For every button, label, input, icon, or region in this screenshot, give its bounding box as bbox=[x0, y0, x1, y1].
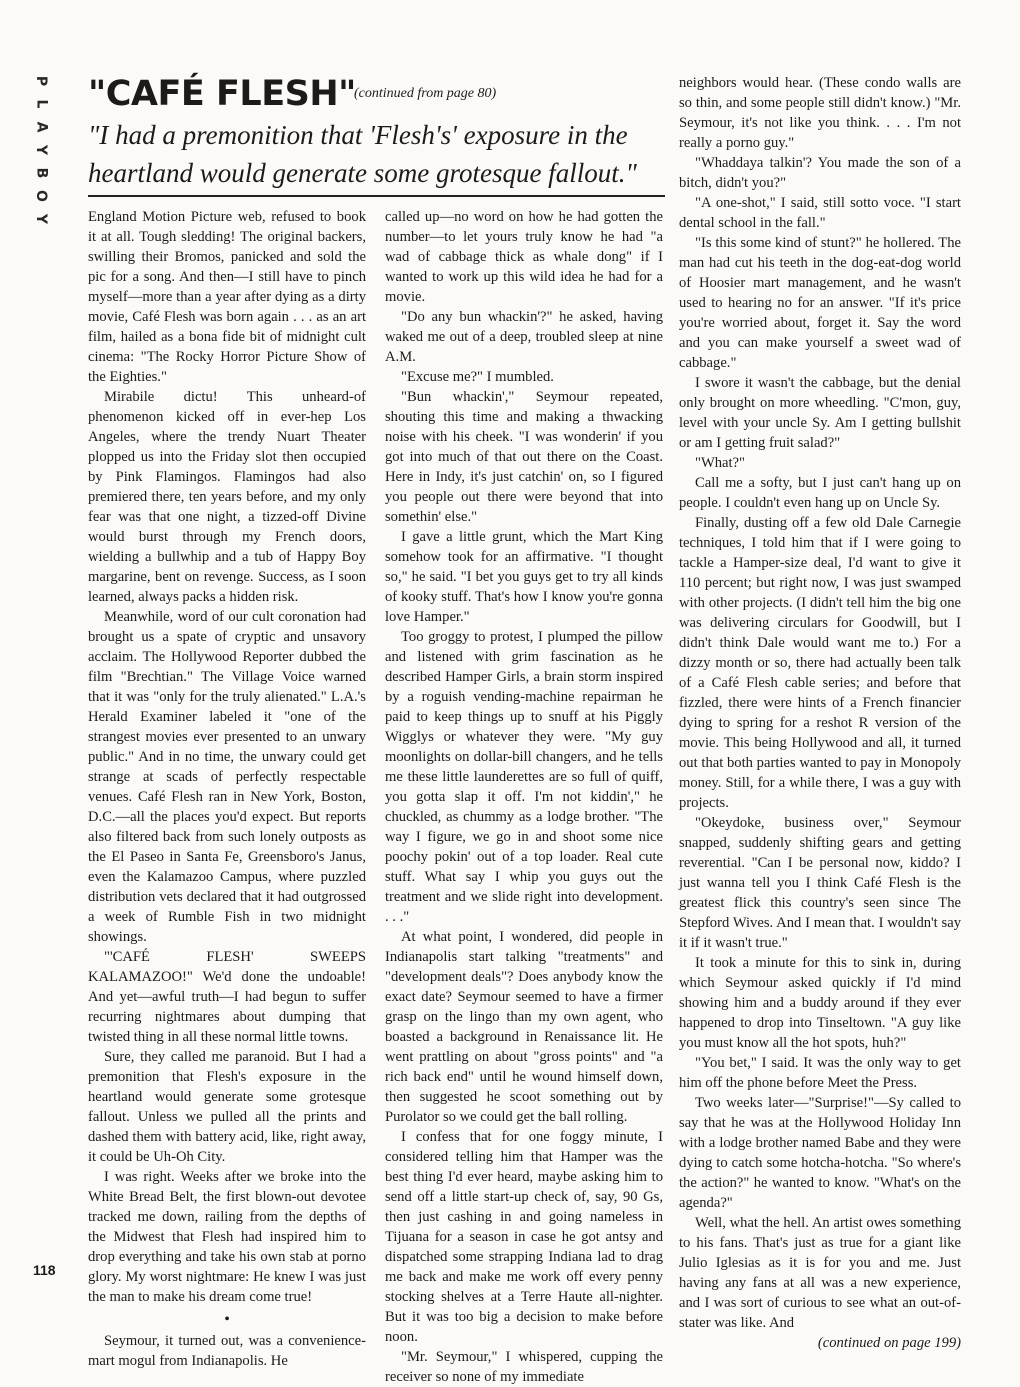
magazine-letter: A bbox=[33, 121, 49, 133]
paragraph: At what point, I wondered, did people in Indianapolis start talking "treatments" and "development deals"? Does anybody know the exact date? Seymour seemed to have a firmer grasp on the lingo than my own agent, who boasted a background in Renaissance lit. He went prattling on about "gross points" and "a rich back end" until he wound himself down, then suggested he scoot something out by Purolator so we could get the ball rolling. bbox=[385, 929, 663, 1125]
paragraph: I swore it wasn't the cabbage, but the denial only brought on more wheedling. "C'mon, guy, level with your uncle Sy. Am I getting bullshit or am I getting fruit salad?" bbox=[679, 375, 961, 451]
paragraph: "Is this some kind of stunt?" he hollered. The man had cut his teeth in the dog-eat-dog world of Hoosier mart management, and he wasn't used to hearing no for an answer. "If it's price you're worried about, forget it. Say the word and you can make yourself a sweet wad of cabbage." bbox=[679, 235, 961, 371]
paragraph: "What?" bbox=[695, 455, 745, 471]
paragraph: "You bet," I said. It was the only way to get him off the phone before Meet the Press. bbox=[679, 1055, 961, 1091]
paragraph: Sure, they called me paranoid. But I had a premonition that Flesh's exposure in the heartland would generate some grotesque fallout. Unless we pulled all the prints and dashed them with battery acid, like, right away, it could be Uh-Oh City. bbox=[88, 1049, 366, 1165]
paragraph: Seymour, it turned out, was a convenience-mart mogul from Indianapolis. He bbox=[88, 1333, 366, 1369]
text-column-1 bbox=[88, 207, 366, 1371]
text-column-3 bbox=[679, 73, 961, 1353]
continued-on-note: (continued on page 199) bbox=[817, 1335, 961, 1351]
paragraph: "Whaddaya talkin'? You made the son of a bitch, didn't you?" bbox=[679, 155, 961, 191]
paragraph: I confess that for one foggy minute, I considered telling him that Hamper was the best thing I'd ever heard, maybe asking him to send off a little start-up check of, say, 90 Gs, then just cashing in and going nameless in Tijuana for a season in case he got antsy and dispatched some strapping Indiana lad to drag me back and make me work off every penny stocking shelves at a Terre Haute all-nighter. But it was too big a decision to make before noon. bbox=[385, 1129, 663, 1345]
title-row bbox=[88, 74, 673, 118]
paragraph: Well, what the hell. An artist owes something to his fans. That's just as true for a giant like Julio Iglesias as it is for you and me. Just having any fans at all was a new experience, and I was sort of curious to see what an out-of-stater was like. And bbox=[679, 1215, 961, 1331]
article-title: "CAFÉ FLESH" bbox=[88, 74, 356, 114]
paragraph: Finally, dusting off a few old Dale Carnegie techniques, I told him that if I were going to tackle a Hamper-size deal, I'd want to give it 110 percent; but right now, I was just swamped with other projects. (I didn't tell him the big one was delivering circulars for Goodwill, but I didn't think Dale would want me to.) For a dizzy month or so, there had actually been talk of a Café Flesh cable series; and before that fizzled, there were hints of a French financier dying to spring for a reshot R version of the movie. This being Hollywood and all, it turned out that both parties wanted to pay in Monopoly money. Still, for a while there, I was a guy with projects. bbox=[679, 515, 961, 811]
paragraph: "Excuse me?" I mumbled. bbox=[401, 369, 554, 385]
paragraph: England Motion Picture web, refused to book it at all. Tough sledding! The original backers, swilling their Bromos, panicked and sold the pic for a song. And then—I still have to pinch myself—more than a year after dying as a dirty movie, Café Flesh was born again . . . as an art film, hailed as a bona fide bit of midnight cult cinema: "The Rocky Horror Picture Show of the Eighties." bbox=[88, 209, 366, 385]
paragraph: Call me a softy, but I just can't hang up on people. I couldn't even hang up on Uncle Sy. bbox=[679, 475, 961, 511]
continued-from-note: (continued from page 80) bbox=[354, 86, 497, 101]
paragraph: "Bun whackin'," Seymour repeated, shouting this time and making a thwacking noise with his cheek. "I was wonderin' if you got into much of that out there on the Coast. Here in Indy, it's just catchin' on, so I figured you people out there were beyond that into somethin' else." bbox=[385, 389, 663, 525]
magazine-letter: B bbox=[32, 167, 49, 179]
paragraph: I gave a little grunt, which the Mart King somehow took for an affirmative. "I thought so," he said. "I bet you guys get to try all kinds of kooky stuff. That's how I know you're gonna love Hamper." bbox=[385, 529, 663, 625]
paragraph: neighbors would hear. (These condo walls are so thin, and some people still didn't know.) "Mr. Seymour, it's not like you think. . . . I'm not really a porno guy." bbox=[679, 75, 961, 151]
text-column-2 bbox=[385, 207, 663, 1387]
pull-quote: "I had a premonition that 'Flesh's' exposure in the heartland would generate some grotesque fallout." bbox=[88, 120, 637, 188]
section-bullet: • bbox=[224, 1311, 230, 1328]
magazine-letter: O bbox=[33, 190, 49, 202]
magazine-letter: Y bbox=[32, 213, 49, 225]
page-number: 118 bbox=[33, 1262, 56, 1278]
header-rule bbox=[88, 195, 665, 197]
paragraph: Meanwhile, word of our cult coronation had brought us a spate of cryptic and unsavory acclaim. The Hollywood Reporter dubbed the film "Brechtian." The Village Voice warned that it was "only for the truly alienated." L.A.'s Herald Examiner labeled it "one of the strangest movies ever presented to an unwary public." And in no time, the unwary could get strange at scads of perfectly respectable venues. Café Flesh ran in New York, Boston, D.C.—all the places you'd expect. But reports also filtered back from such lonely outposts as the El Paseo in Santa Fe, Greensboro's Janus, even the Kalamazoo Campus, where puzzled distribution vets declared that it had outgrossed a week of Rumble Fish in two midnight showings. bbox=[88, 609, 366, 945]
paragraph: I was right. Weeks after we broke into the White Bread Belt, the first blown-out devotee tracked me down, railing from the depths of the Midwest that Flesh had inspired him to drop everything and take his own stab at porno glory. My worst nightmare: He knew I was just the man to make his dream come true! bbox=[88, 1169, 366, 1305]
paragraph: "Mr. Seymour," I whispered, cupping the receiver so none of my immediate bbox=[385, 1349, 663, 1385]
paragraph: It took a minute for this to sink in, during which Seymour asked quickly if I'd mind showing him and a buddy around if they ever happened to drop into Tinseltown. "A guy like you must know all the hot spots, huh?" bbox=[679, 955, 961, 1051]
paragraph: Too groggy to protest, I plumped the pillow and listened with grim fascination as he described Hamper Girls, a brain storm inspired by a roguish vending-machine repairman he paid to keep things up to snuff at his Piggly Wigglys or whatever they were. "My guy moonlights on dollar-bill changers, and he tells me these little launderettes are so full of quiff, you gotta slap it off. I'm not kiddin'," he chuckled, as chummy as a lodge brother. "The way I figure, we go in and shoot some nice poochy pokin' out of a top loader. Real cute stuff. What say I whip you guys out the treatment and we slide right into development. . . ." bbox=[385, 629, 663, 925]
paragraph: "Do any bun whackin'?" he asked, having waked me out of a deep, troubled sleep at nine A.M. bbox=[385, 309, 663, 365]
magazine-letter: P bbox=[32, 75, 49, 87]
magazine-name-vertical bbox=[30, 74, 52, 226]
magazine-letter: L bbox=[32, 99, 49, 109]
paragraph: "'CAFÉ FLESH' SWEEPS KALAMAZOO!" We'd done the undoable! And yet—awful truth—I had begun to suffer recurring nightmares about dumping that twisted thing in all these normal little towns. bbox=[88, 949, 366, 1045]
paragraph: called up—no word on how he had gotten the number—to let yours truly know he had "a wad of cabbage thick as whale dong" if I wanted to work up this wild idea he had for a movie. bbox=[385, 209, 663, 305]
paragraph: "Okeydoke, business over," Seymour snapped, suddenly shifting gears and getting reverential. "Can I be personal now, kiddo? I just wanna tell you I think Café Flesh is the greatest flick this country's seen since The Stepford Wives. And I mean that. I wouldn't say it if it wasn't true." bbox=[679, 815, 961, 951]
magazine-letter: Y bbox=[32, 144, 49, 156]
paragraph: "A one-shot," I said, still sotto voce. "I start dental school in the fall." bbox=[679, 195, 961, 231]
paragraph: Mirabile dictu! This unheard-of phenomenon kicked off in ever-hep Los Angeles, where the trendy Nuart Theater plopped us into the Friday slot then occupied by Pink Flamingos. Flamingos had also premiered there, ten years before, and my only fear was that one night, a tizzed-off Divine would burst through my French doors, wielding a bullwhip and a tub of Happy Boy margarine, bent on revenge. Success, as I soon learned, always packs a hidden risk. bbox=[88, 389, 366, 605]
paragraph: Two weeks later—"Surprise!"—Sy called to say that he was at the Hollywood Holiday Inn with a lodge brother named Babe and they were dying to catch some hotcha-hotcha. "So where's the action?" he wanted to know. "What's on the agenda?" bbox=[679, 1095, 961, 1211]
